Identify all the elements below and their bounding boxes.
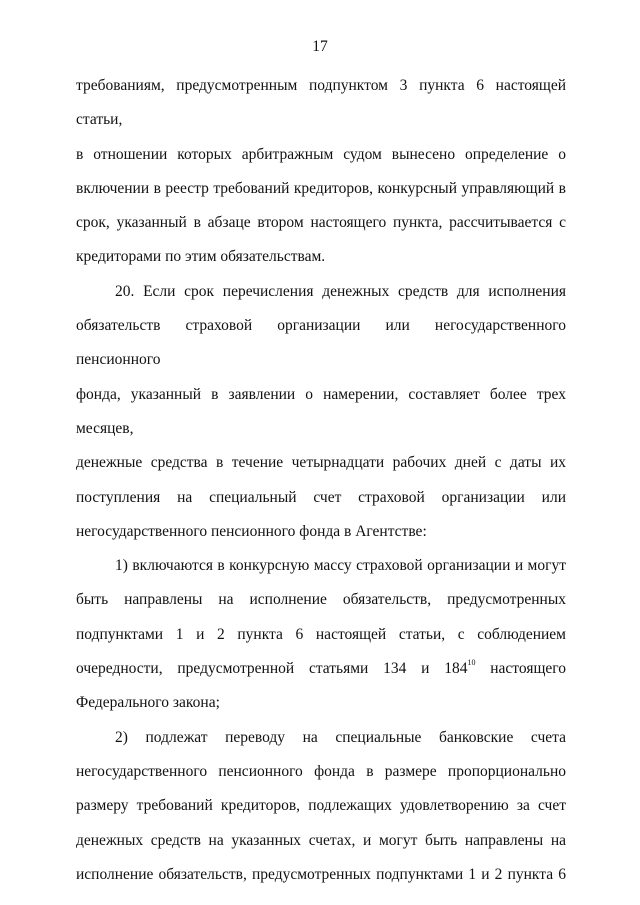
page-number: 17 [312,38,328,55]
text-line: обязательств страховой организации или негосударственного пенсионного [76,317,566,369]
paragraph-item-20 [76,275,566,549]
text-line: поступления на специальный счет страховой организации или [76,488,566,506]
text-line: срок, указанный в абзаце втором настоящего пункта, рассчитывается с [76,214,566,232]
text-line: негосударственного пенсионного фонда в Агентстве: [76,522,427,540]
text-line: 1) включаются в конкурсную массу страховой организации и могут [115,557,566,575]
text-segment: очередности, предусмотренной статьями 134 и 184 [76,660,468,678]
text-line: быть направлены на исполнение обязательств, предусмотренных [76,591,566,609]
text-line: в отношении которых арбитражным судом вынесено определение о [76,145,566,163]
article-superscript: 10 [467,658,476,668]
text-line: кредиторами по этим обязательствам. [76,248,326,266]
text-line: Федерального закона; [76,694,220,712]
paragraph-subitem-2 [76,721,566,892]
document-body [76,69,566,892]
text-line: исполнение обязательств, предусмотренных подпунктами 1 и 2 пункта 6 [76,865,566,883]
text-line: подпунктами 1 и 2 пункта 6 настоящей статьи, с соблюдением [76,625,566,643]
text-segment: настоящего [475,660,566,678]
text-line-with-superscript [76,652,566,686]
text-line: включении в реестр требований кредиторов, конкурсный управляющий в [76,179,566,197]
text-line: негосударственного пенсионного фонда в размере пропорционально [76,762,566,780]
text-line: фонда, указанный в заявлении о намерении, составляет более трех месяцев, [76,385,566,437]
text-line: денежные средства в течение четырнадцати рабочих дней с даты их [76,454,566,472]
text-line: денежных средств на указанных счетах, и могут быть направлены на [76,831,566,849]
paragraph-subitem-1 [76,549,566,720]
paragraph-continuation [76,69,566,275]
text-line: размеру требований кредиторов, подлежащих удовлетворению за счет [76,797,566,815]
text-line: 2) подлежат переводу на специальные банковские счета [115,728,566,746]
text-line: требованиям, предусмотренным подпунктом 3 пункта 6 настоящей статьи, [76,77,566,129]
text-line: 20. Если срок перечисления денежных средств для исполнения [115,282,566,300]
